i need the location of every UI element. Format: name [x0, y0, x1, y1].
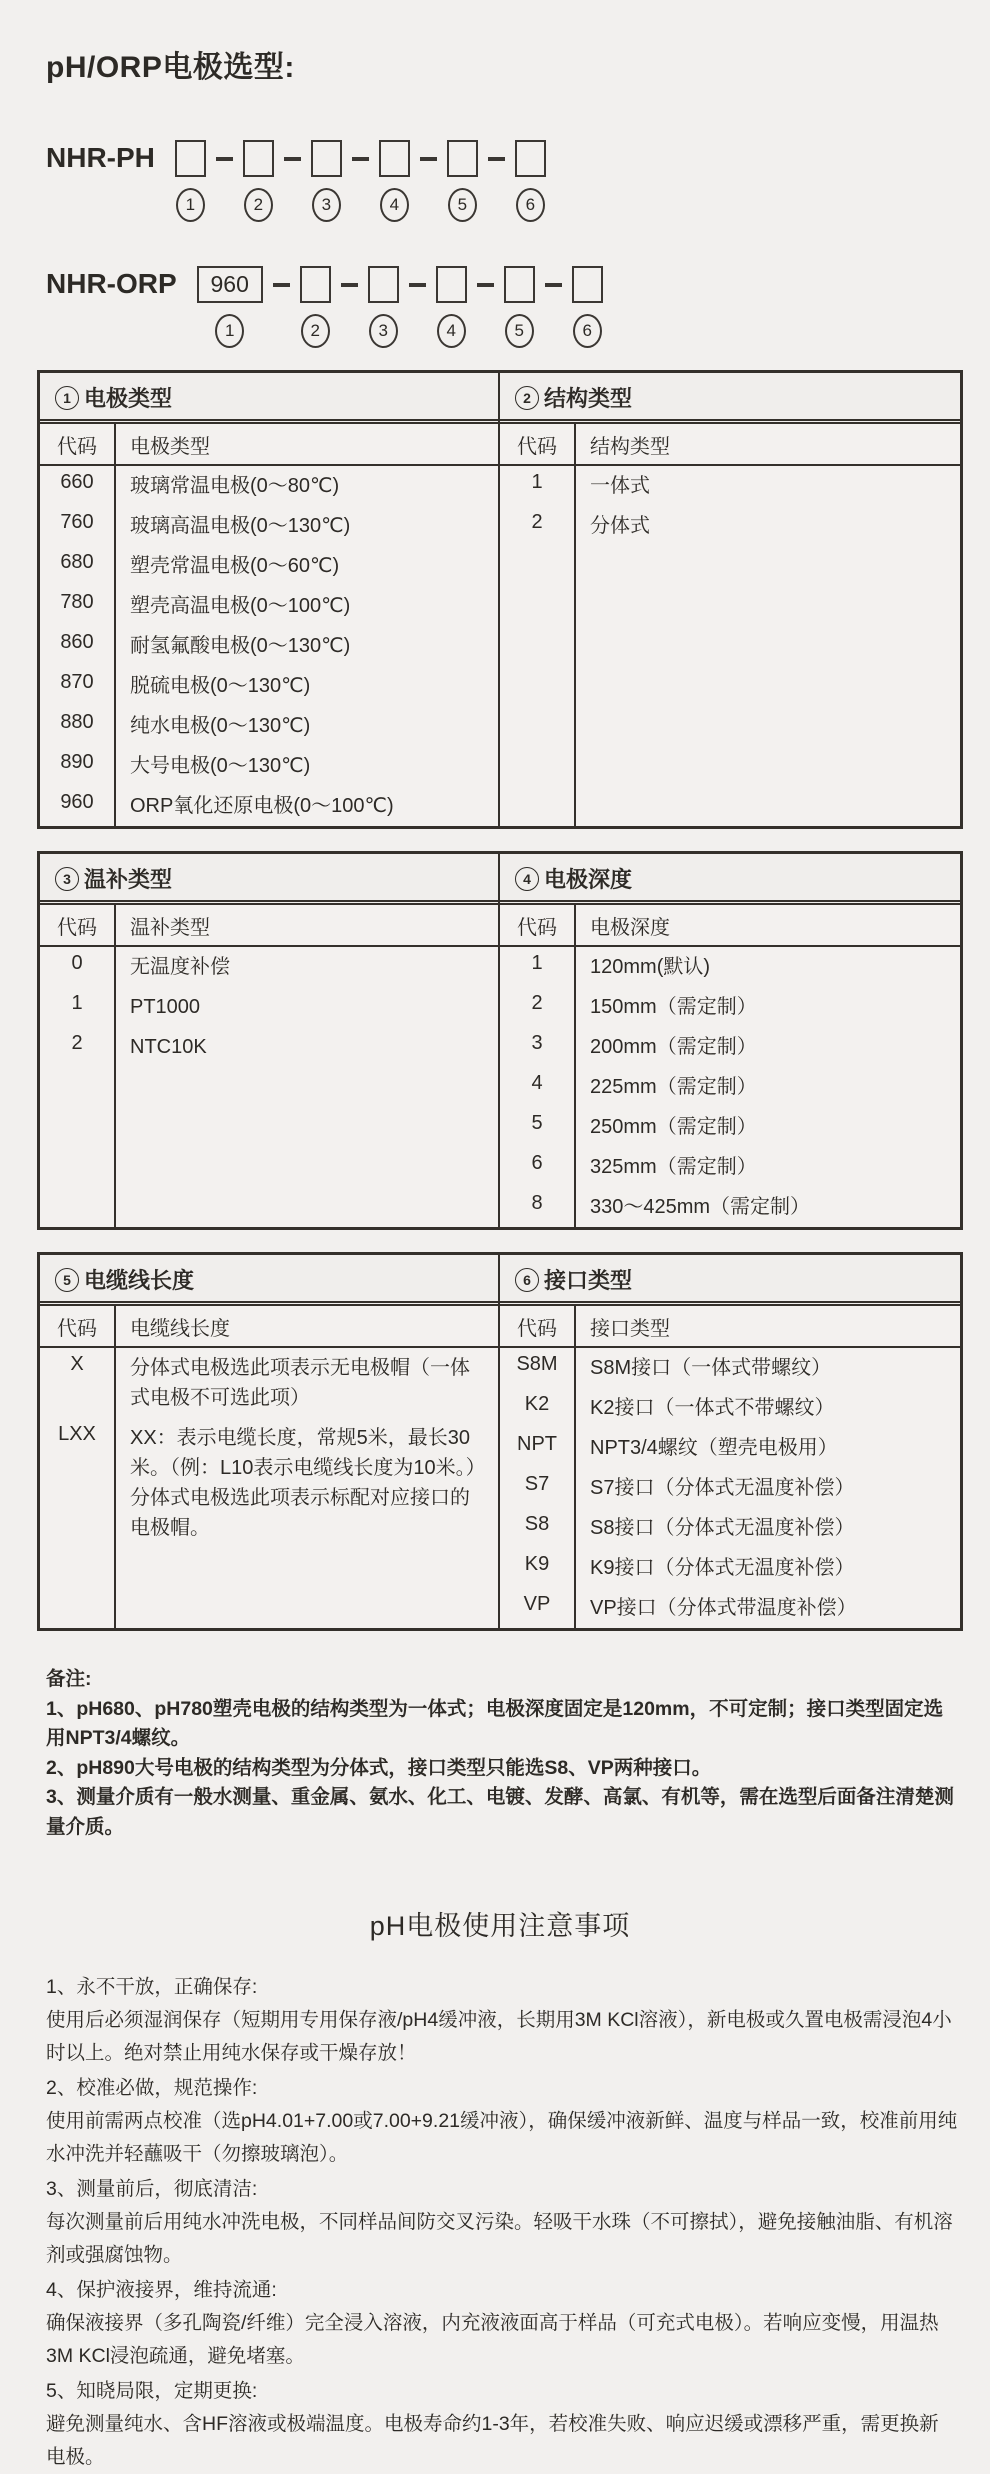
- value-cell: 无温度补偿: [130, 956, 230, 978]
- selector-unit: [379, 140, 410, 222]
- section-title: [500, 1255, 960, 1306]
- selector-unit: [436, 266, 467, 348]
- code-cell: 6: [531, 1152, 543, 1174]
- column-header-value: 电缆线长度: [114, 1306, 498, 1348]
- document: [37, 42, 963, 2474]
- code-cell: 960: [60, 791, 94, 813]
- value-cell: 大号电极(0～130℃): [130, 755, 311, 777]
- selector-unit: [515, 140, 546, 222]
- column-header-code: 代码: [40, 1306, 114, 1348]
- section-electrode-depth: [500, 854, 960, 1227]
- value-cell: 塑壳高温电极(0～100℃): [130, 595, 351, 617]
- position-marker: 4: [380, 188, 409, 222]
- value-cell: 250mm（需定制）: [590, 1116, 757, 1138]
- section-title-text: 结构类型: [544, 386, 633, 411]
- usage-item-body: 避免测量纯水、含HF溶液或极端温度。电极寿命约1-3年，若校准失败、响应迟缓或漂移严重，需更换新电极。: [46, 2413, 939, 2468]
- value-cell: 塑壳常温电极(0～60℃): [130, 555, 340, 577]
- position-marker: 3: [312, 188, 341, 222]
- model-label-ph: NHR-PH: [46, 142, 155, 173]
- usage-item-body: 使用后必须湿润保存（短期用专用保存液/pH4缓冲液，长期用3M KCl溶液），新电极或久置电极需浸泡4小时以上。绝对禁止用纯水保存或干燥存放！: [46, 2009, 952, 2064]
- usage-item-head: 1、永不干放，正确保存:: [46, 1976, 258, 1998]
- code-cell: 4: [531, 1072, 543, 1094]
- section-cable-length: [40, 1255, 500, 1628]
- usage-notes-title: pH电极使用注意事项: [369, 1911, 631, 1941]
- code-cell: 870: [60, 671, 94, 693]
- page-title: pH/ORP电极选型:: [46, 51, 295, 84]
- dash-separator: [545, 283, 562, 287]
- code-cell: 1: [71, 992, 83, 1014]
- model-selector-orp: [37, 266, 963, 348]
- usage-item-head: 3、测量前后，彻底清洁:: [46, 2178, 258, 2200]
- selector-unit: [175, 140, 206, 222]
- value-cell: XX：表示电缆长度，常规5米，最长30米。（例：L10表示电缆线长度为10米。）分体式电极选此项表示标配对应接口的电极帽。: [130, 1427, 486, 1539]
- column-header-value: 结构类型: [574, 424, 960, 466]
- dash-separator: [409, 283, 426, 287]
- selection-box-fixed: 960: [197, 266, 263, 303]
- selection-box: [368, 266, 399, 303]
- section-table: [40, 1306, 498, 1628]
- section-title: [40, 1255, 498, 1306]
- value-cell: 耐氢氟酸电极(0～130℃): [130, 635, 351, 657]
- value-cell: VP接口（分体式带温度补偿）: [590, 1597, 857, 1619]
- selection-box: [243, 140, 274, 177]
- section-title: [40, 373, 498, 424]
- code-cell: VP: [523, 1593, 551, 1615]
- value-cell: 120mm(默认): [590, 956, 711, 978]
- remark-line: 3、测量介质有一般水测量、重金属、氨水、化工、电镀、发酵、高氯、有机等，需在选型后面备注清楚测量介质。: [46, 1786, 954, 1838]
- model-selector-ph: [37, 140, 963, 222]
- section-title-text: 温补类型: [84, 867, 173, 892]
- value-cell: 330～425mm（需定制）: [590, 1196, 811, 1218]
- code-cell: 2: [531, 511, 543, 533]
- code-cell: 780: [60, 591, 94, 613]
- selector-unit: [368, 266, 399, 348]
- section-title: [500, 373, 960, 424]
- value-cell: 玻璃高温电极(0～130℃): [130, 515, 351, 537]
- value-cell: 325mm（需定制）: [590, 1156, 757, 1178]
- dash-separator: [352, 157, 369, 161]
- usage-item-head: 2、校准必做，规范操作:: [46, 2077, 258, 2099]
- code-cell: X: [70, 1353, 84, 1375]
- code-cell: 860: [60, 631, 94, 653]
- column-header-value: 温补类型: [114, 905, 498, 947]
- code-cell: 3: [531, 1032, 543, 1054]
- code-cell: 8: [531, 1192, 543, 1214]
- value-cell: 分体式电极选此项表示无电极帽（一体式电极不可选此项）: [130, 1357, 470, 1409]
- selector-unit: [197, 266, 263, 348]
- selection-box: [572, 266, 603, 303]
- section-interface-type: [500, 1255, 960, 1628]
- value-cell: 150mm（需定制）: [590, 996, 757, 1018]
- code-cell: 880: [60, 711, 94, 733]
- usage-item-body: 确保液接界（多孔陶瓷/纤维）完全浸入溶液，内充液液面高于样品（可充式电极）。若响应变慢，用温热3M KCl浸泡疏通，避免堵塞。: [46, 2312, 939, 2367]
- section-table: [500, 905, 960, 1227]
- position-marker: 6: [573, 314, 602, 348]
- position-marker: 5: [505, 314, 534, 348]
- position-marker: 1: [215, 314, 244, 348]
- column-header-code: 代码: [500, 905, 574, 947]
- selector-units: [197, 266, 603, 348]
- section-number-icon: 1: [55, 386, 79, 410]
- code-cell: S8M: [516, 1353, 558, 1375]
- position-marker: 3: [369, 314, 398, 348]
- dash-separator: [488, 157, 505, 161]
- section-title: [40, 854, 498, 905]
- value-cell: 225mm（需定制）: [590, 1076, 757, 1098]
- section-table: [40, 905, 498, 1227]
- spec-table-block-3: [37, 1252, 963, 1631]
- dash-separator: [420, 157, 437, 161]
- value-cell: 脱硫电极(0～130℃): [130, 675, 311, 697]
- code-cell: 660: [60, 471, 94, 493]
- value-cell: K9接口（分体式无温度补偿）: [590, 1557, 855, 1579]
- value-cell: PT1000: [130, 996, 201, 1018]
- position-marker: 2: [301, 314, 330, 348]
- selector-unit: [300, 266, 331, 348]
- value-cell: K2接口（一体式不带螺纹）: [590, 1397, 835, 1419]
- usage-item-body: 每次测量前后用纯水冲洗电极，不同样品间防交叉污染。轻吸干水珠（不可擦拭），避免接触油脂、有机溶剂或强腐蚀物。: [46, 2211, 953, 2266]
- usage-item-head: 5、知晓局限，定期更换:: [46, 2380, 258, 2402]
- section-title-text: 电缆线长度: [84, 1268, 195, 1293]
- column-header-code: 代码: [40, 905, 114, 947]
- value-cell: 一体式: [590, 475, 650, 497]
- column-header-code: 代码: [40, 424, 114, 466]
- selection-box: [515, 140, 546, 177]
- column-header-code: 代码: [500, 1306, 574, 1348]
- dash-separator: [273, 283, 290, 287]
- column-header-value: 电极深度: [574, 905, 960, 947]
- value-cell: NPT3/4螺纹（塑壳电极用）: [590, 1437, 838, 1459]
- section-title-text: 接口类型: [544, 1268, 633, 1293]
- code-cell: 2: [71, 1032, 83, 1054]
- position-marker: 5: [448, 188, 477, 222]
- dash-separator: [284, 157, 301, 161]
- value-cell: NTC10K: [130, 1036, 207, 1058]
- selection-box: [311, 140, 342, 177]
- usage-item-head: 4、保护液接界，维持流通:: [46, 2279, 277, 2301]
- code-cell: 1: [531, 471, 543, 493]
- code-cell: S8: [524, 1513, 550, 1535]
- code-cell: 2: [531, 992, 543, 1014]
- remark-line: 1、pH680、pH780塑壳电极的结构类型为一体式；电极深度固定是120mm，不可定制；接口类型固定选用NPT3/4螺纹。: [46, 1697, 944, 1749]
- selection-box: [504, 266, 535, 303]
- value-cell: 分体式: [590, 515, 650, 537]
- section-title-text: 电极深度: [544, 867, 633, 892]
- section-electrode-type: [40, 373, 500, 826]
- value-cell: 纯水电极(0～130℃): [130, 715, 311, 737]
- selection-box: [379, 140, 410, 177]
- value-cell: 200mm（需定制）: [590, 1036, 757, 1058]
- value-cell: S8M接口（一体式带螺纹）: [590, 1357, 832, 1379]
- column-header-value: 电极类型: [114, 424, 498, 466]
- code-cell: 680: [60, 551, 94, 573]
- remarks: [46, 1665, 954, 1842]
- code-cell: 0: [71, 952, 83, 974]
- spec-table-block-1: [37, 370, 963, 829]
- position-marker: 2: [244, 188, 273, 222]
- value-cell: 玻璃常温电极(0～80℃): [130, 475, 340, 497]
- remarks-title: 备注:: [46, 1668, 92, 1690]
- section-table: [500, 1306, 960, 1628]
- code-cell: 760: [60, 511, 94, 533]
- model-label-orp: NHR-ORP: [46, 268, 177, 299]
- section-title: [500, 854, 960, 905]
- dash-separator: [477, 283, 494, 287]
- selection-box: [300, 266, 331, 303]
- code-cell: S7: [524, 1473, 550, 1495]
- code-cell: NPT: [517, 1433, 557, 1455]
- code-cell: 5: [531, 1112, 543, 1134]
- position-marker: 6: [516, 188, 545, 222]
- column-header-code: 代码: [500, 424, 574, 466]
- selection-box: [436, 266, 467, 303]
- section-table: [40, 424, 498, 826]
- selection-box: [175, 140, 206, 177]
- selector-unit: [504, 266, 535, 348]
- usage-notes: [46, 1971, 958, 2474]
- section-structure-type: [500, 373, 960, 826]
- value-cell: ORP氧化还原电极(0～100℃): [130, 795, 394, 817]
- code-cell: 1: [531, 952, 543, 974]
- selection-box: [447, 140, 478, 177]
- dash-separator: [216, 157, 233, 161]
- spec-table-block-2: [37, 851, 963, 1230]
- column-header-value: 接口类型: [574, 1306, 960, 1348]
- position-marker: 1: [176, 188, 205, 222]
- section-number-icon: 2: [515, 386, 539, 410]
- value-cell: S7接口（分体式无温度补偿）: [590, 1477, 855, 1499]
- code-cell: LXX: [58, 1423, 96, 1445]
- section-title-text: 电极类型: [84, 386, 173, 411]
- section-number-icon: 6: [515, 1268, 539, 1292]
- code-cell: 890: [60, 751, 94, 773]
- section-temp-compensation: [40, 854, 500, 1227]
- section-number-icon: 5: [55, 1268, 79, 1292]
- selector-unit: [243, 140, 274, 222]
- selector-units: [175, 140, 546, 222]
- value-cell: S8接口（分体式无温度补偿）: [590, 1517, 855, 1539]
- code-cell: K9: [524, 1553, 550, 1575]
- section-table: [500, 424, 960, 826]
- selector-unit: [311, 140, 342, 222]
- dash-separator: [341, 283, 358, 287]
- usage-item-body: 使用前需两点校准（选pH4.01+7.00或7.00+9.21缓冲液），确保缓冲液新鲜、温度与样品一致，校准前用纯水冲洗并轻蘸吸干（勿擦玻璃泡）。: [46, 2110, 958, 2165]
- remark-line: 2、pH890大号电极的结构类型为分体式，接口类型只能选S8、VP两种接口。: [46, 1756, 712, 1779]
- section-number-icon: 3: [55, 867, 79, 891]
- position-marker: 4: [437, 314, 466, 348]
- selector-unit: [447, 140, 478, 222]
- section-number-icon: 4: [515, 867, 539, 891]
- selector-unit: [572, 266, 603, 348]
- code-cell: K2: [524, 1393, 550, 1415]
